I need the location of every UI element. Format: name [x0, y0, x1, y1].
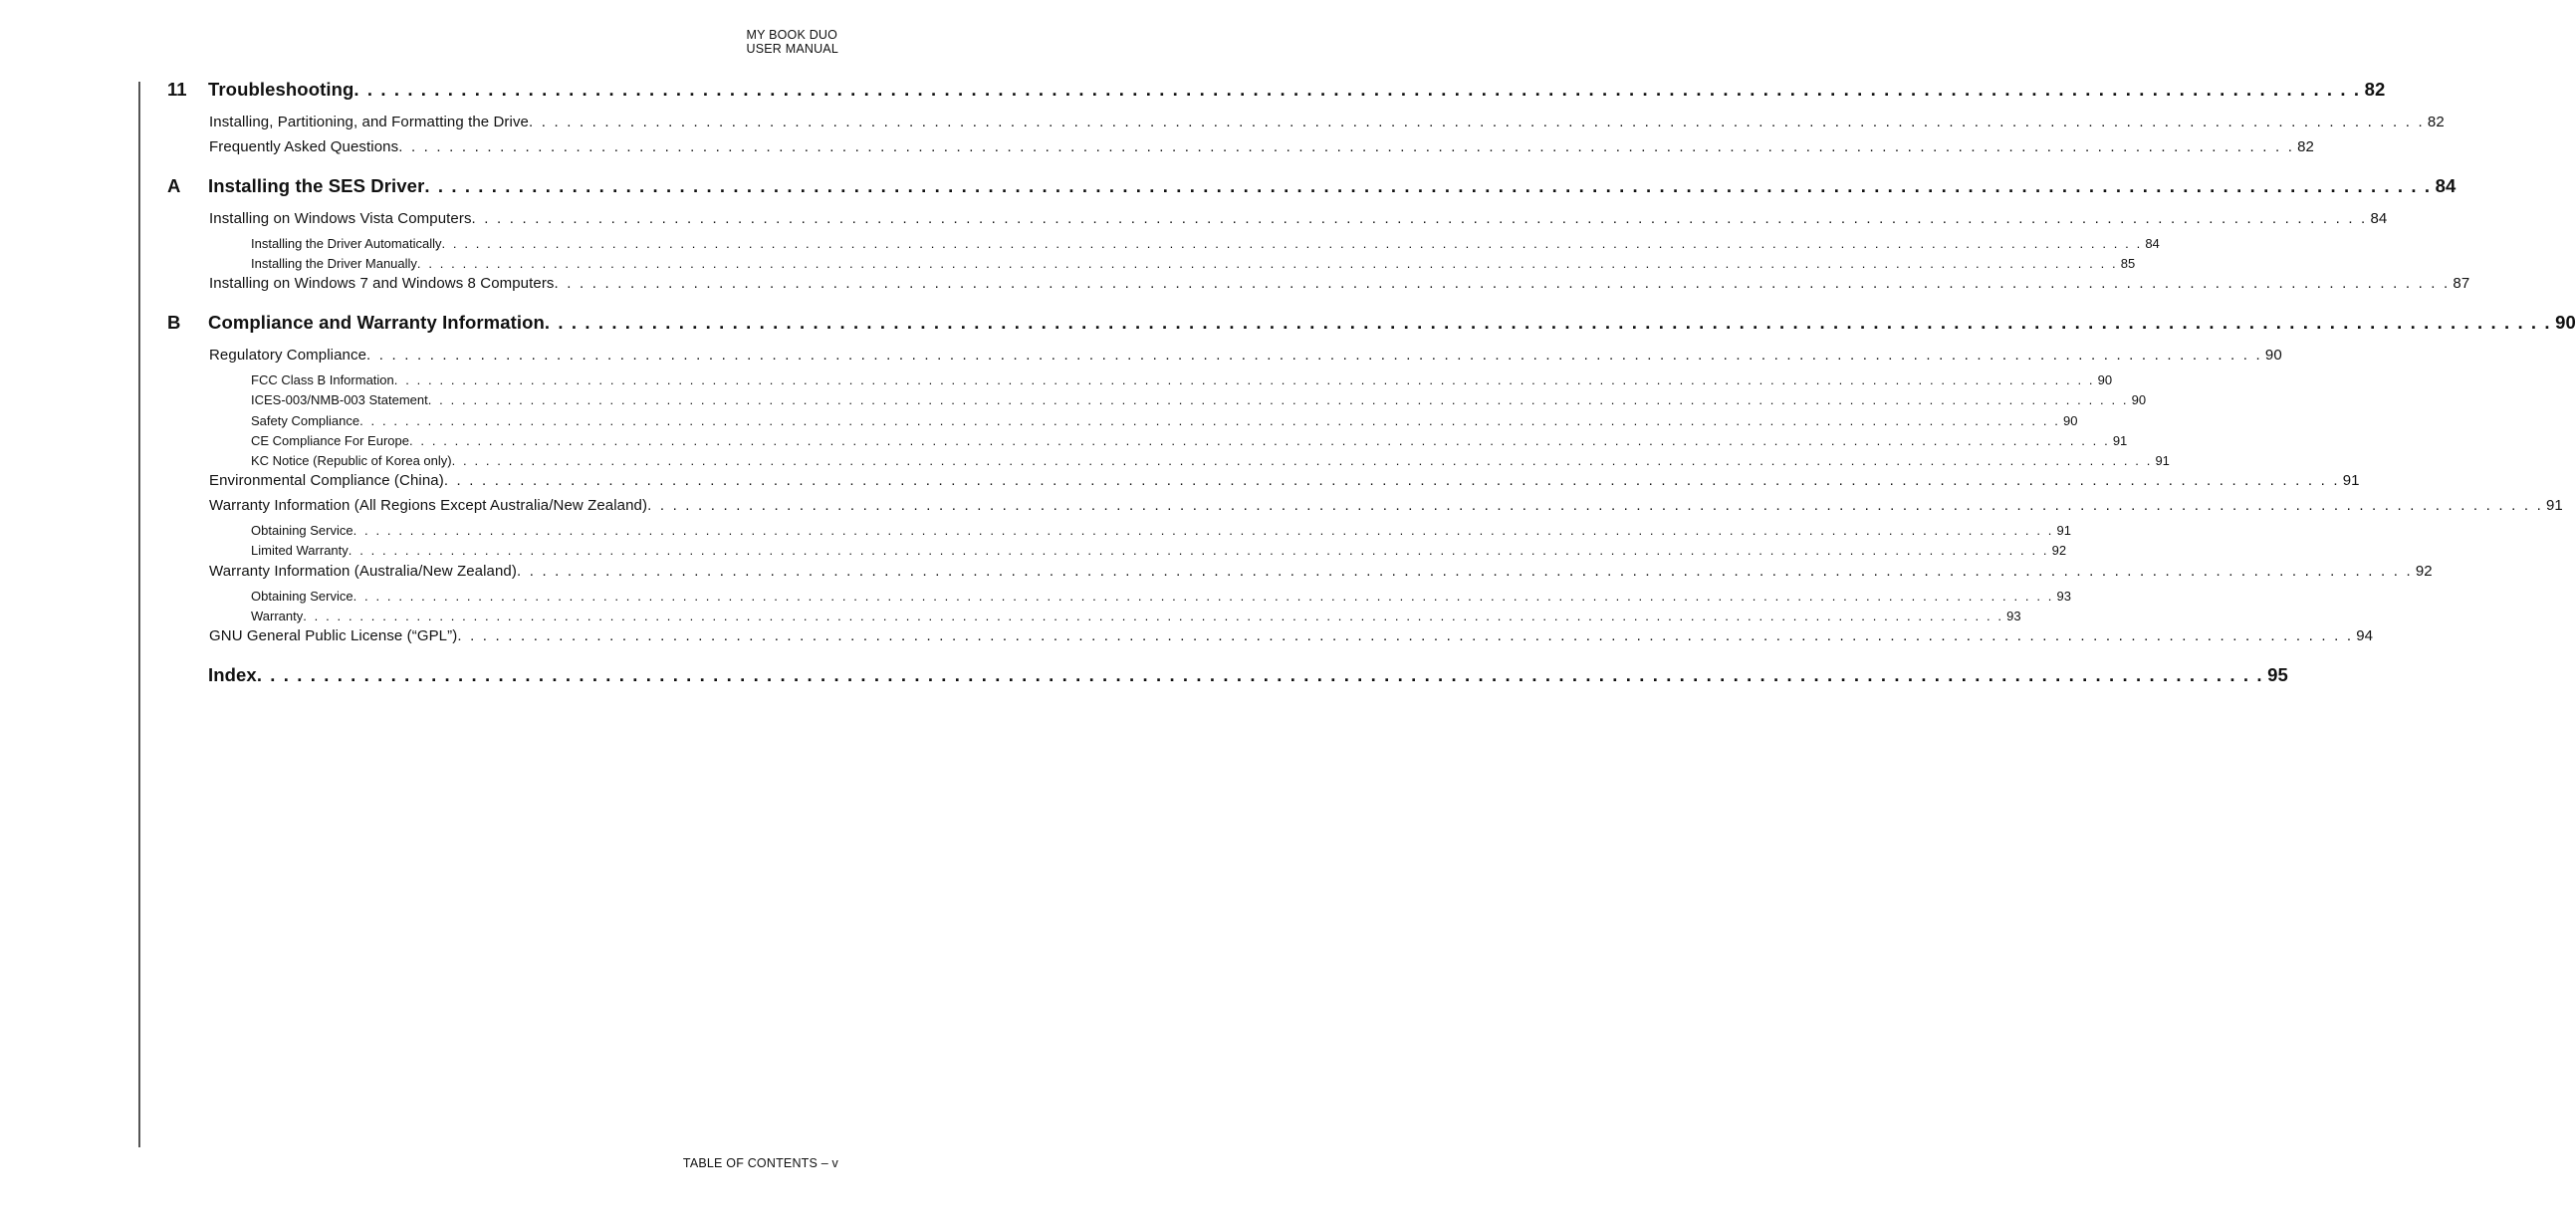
- dot-leader: . . . . . . . . . . . . . . . . . . . . . . . . . . . . . . . . . . . . . . . . . . . . . . . . . . . . . . . . . . . . . . . . . . . . . . . . . . . . . . . . . . . . . . . . . . . . . . . . . . . . . . . . . . . . . . . . . . . . . . . . . . . . . . . . . . . . . . . . . . . . . . . . . . . . . .: [359, 413, 2060, 428]
- toc-subsection-entry[interactable]: [251, 543, 2067, 558]
- running-footer: TABLE OF CONTENTS – v: [682, 1156, 838, 1170]
- dot-leader: . . . . . . . . . . . . . . . . . . . . . . . . . . . . . . . . . . . . . . . . . . . . . . . . . . . . . . . . . . . . . . . . . . . . . . . . . . . . . . . . . . . . . . . . . . . . . . . . . . . . . . . . . . . . . . . . . . . . . . . . . . . . . . . . . . . . . . . . . . . . . . . . . . . . . .: [416, 256, 2118, 271]
- toc-entry-title: Warranty Information (All Regions Except Australia/New Zealand): [209, 497, 648, 514]
- toc-entry-title: Safety Compliance: [251, 413, 360, 428]
- dot-leader: . . . . . . . . . . . . . . . . . . . . . . . . . . . . . . . . . . . . . . . . . . . . . . . . . . . . . . . . . . . . . . . . . . . . . . . . . . . . . . . . . . . . . . . . . . . . . . . . . . . . . . . . . . . . . . . . . . . . . . . . . . . . . . . . . . . . . . . . . . . . . . . . . . . . . .: [451, 453, 2153, 468]
- dot-leader: . . . . . . . . . . . . . . . . . . . . . . . . . . . . . . . . . . . . . . . . . . . . . . . . . . . . . . . . . . . . . . . . . . . . . . . . . . . . . . . . . . . . . . . . . . . . . . . . . . . . . . . . . . . . . . . . . . . . . . . . . . . . . . . . . . . . . . . . . . . . . . . . . . . . . .: [353, 79, 2361, 100]
- toc-page-number: 90: [2097, 372, 2113, 387]
- toc-entry-title: Installing the SES Driver: [208, 175, 425, 196]
- header-product-name: MY BOOK DUO: [746, 28, 838, 42]
- dot-leader: . . . . . . . . . . . . . . . . . . . . . . . . . . . . . . . . . . . . . . . . . . . . . . . . . . . . . . . . . . . . . . . . . . . . . . . . . . . . . . . . . . . . . . . . . . . . . . . . . . . . . . . . . . . . . . . . . . . . . . . . . . . . . . . . . . . . . . . . . . . . . . . . . . . . . .: [427, 392, 2129, 407]
- toc-section-entry[interactable]: [209, 347, 2282, 364]
- toc-subsection-entry[interactable]: [251, 433, 2128, 448]
- dot-leader: . . . . . . . . . . . . . . . . . . . . . . . . . . . . . . . . . . . . . . . . . . . . . . . . . . . . . . . . . . . . . . . . . . . . . . . . . . . . . . . . . . . . . . . . . . . . . . . . . . . . . . . . . . . . . . . . . . . . . . . . . . . . . . . . . . . . . . . . . . . . . . . . . . . . . .: [554, 275, 2451, 292]
- toc-entry-title: KC Notice (Republic of Korea only): [251, 453, 452, 468]
- dot-leader: . . . . . . . . . . . . . . . . . . . . . . . . . . . . . . . . . . . . . . . . . . . . . . . . . . . . . . . . . . . . . . . . . . . . . . . . . . . . . . . . . . . . . . . . . . . . . . . . . . . . . . . . . . . . . . . . . . . . . . . . . . . . . . . . . . . . . . . . . . . . . . . . . . . . . .: [352, 523, 2054, 538]
- toc-entry-title: Index: [208, 664, 257, 685]
- toc-page-number: 90: [2555, 312, 2576, 333]
- toc-page-number: 91: [2155, 453, 2170, 468]
- toc-page-number: 90: [2131, 392, 2147, 407]
- toc-page-number: 84: [2370, 210, 2388, 227]
- dot-leader: . . . . . . . . . . . . . . . . . . . . . . . . . . . . . . . . . . . . . . . . . . . . . . . . . . . . . . . . . . . . . . . . . . . . . . . . . . . . . . . . . . . . . . . . . . . . . . . . . . . . . . . . . . . . . . . . . . . . . . . . . . . . . . . . . . . . . . . . . . . . . . . . . . . . . .: [471, 210, 2368, 227]
- toc-section-entry[interactable]: [209, 114, 2445, 130]
- toc-entry-title: Environmental Compliance (China): [209, 472, 444, 489]
- toc-chapter-compliance[interactable]: [208, 312, 2576, 334]
- toc-page-number: 90: [2264, 347, 2282, 364]
- toc-section-entry[interactable]: [209, 563, 2433, 580]
- toc-chapter-troubleshooting[interactable]: [208, 79, 2386, 101]
- dot-leader: . . . . . . . . . . . . . . . . . . . . . . . . . . . . . . . . . . . . . . . . . . . . . . . . . . . . . . . . . . . . . . . . . . . . . . . . . . . . . . . . . . . . . . . . . . . . . . . . . . . . . . . . . . . . . . . . . . . . . . . . . . . . . . . . . . . . . . . . . . . . . . . . . . . . . .: [647, 497, 2543, 514]
- dot-leader: . . . . . . . . . . . . . . . . . . . . . . . . . . . . . . . . . . . . . . . . . . . . . . . . . . . . . . . . . . . . . . . . . . . . . . . . . . . . . . . . . . . . . . . . . . . . . . . . . . . . . . . . . . . . . . . . . . . . . . . . . . . . . . . . . . . . . . . . . . . . . . . . . . . . . .: [352, 589, 2054, 604]
- dot-leader: . . . . . . . . . . . . . . . . . . . . . . . . . . . . . . . . . . . . . . . . . . . . . . . . . . . . . . . . . . . . . . . . . . . . . . . . . . . . . . . . . . . . . . . . . . . . . . . . . . . . . . . . . . . . . . . . . . . . . . . . . . . . . . . . . . . . . . . . . . . . . . . . . . . . . .: [303, 609, 2004, 623]
- toc-section-entry[interactable]: [209, 275, 2470, 292]
- toc-subsection-entry[interactable]: [251, 256, 2136, 271]
- toc-page-number: 91: [2056, 523, 2071, 538]
- toc-entry-title: Limited Warranty: [251, 543, 349, 558]
- toc-entry-title: Warranty Information (Australia/New Zealand): [209, 563, 517, 580]
- dot-leader: . . . . . . . . . . . . . . . . . . . . . . . . . . . . . . . . . . . . . . . . . . . . . . . . . . . . . . . . . . . . . . . . . . . . . . . . . . . . . . . . . . . . . . . . . . . . . . . . . . . . . . . . . . . . . . . . . . . . . . . . . . . . . . . . . . . . . . . . . . . . . . . . . . . . . .: [457, 627, 2354, 644]
- toc-page-number: 93: [2006, 609, 2021, 623]
- toc-section-entry[interactable]: [209, 627, 2374, 644]
- toc-entry-title: Troubleshooting: [208, 79, 354, 100]
- toc-entry-title: Obtaining Service: [251, 523, 353, 538]
- toc-subsection-entry[interactable]: [251, 413, 2078, 428]
- toc-page-number: 92: [2415, 563, 2433, 580]
- toc-entry-title: Obtaining Service: [251, 589, 353, 604]
- dot-leader: . . . . . . . . . . . . . . . . . . . . . . . . . . . . . . . . . . . . . . . . . . . . . . . . . . . . . . . . . . . . . . . . . . . . . . . . . . . . . . . . . . . . . . . . . . . . . . . . . . . . . . . . . . . . . . . . . . . . . . . . . . . . . . . . . . . . . . . . . . . . . . . . . . . . . .: [366, 347, 2262, 364]
- toc-page-number: 92: [2051, 543, 2067, 558]
- dot-leader: . . . . . . . . . . . . . . . . . . . . . . . . . . . . . . . . . . . . . . . . . . . . . . . . . . . . . . . . . . . . . . . . . . . . . . . . . . . . . . . . . . . . . . . . . . . . . . . . . . . . . . . . . . . . . . . . . . . . . . . . . . . . . . . . . . . . . . . . . . . . . . . . . . . . . .: [443, 472, 2340, 489]
- dot-leader: . . . . . . . . . . . . . . . . . . . . . . . . . . . . . . . . . . . . . . . . . . . . . . . . . . . . . . . . . . . . . . . . . . . . . . . . . . . . . . . . . . . . . . . . . . . . . . . . . . . . . . . . . . . . . . . . . . . . . . . . . . . . . . . . . . . . . . . . . . . . . . . . . . . . . .: [424, 175, 2432, 196]
- toc-page-number: 87: [2453, 275, 2470, 292]
- toc-page-number: 90: [2062, 413, 2078, 428]
- toc-page-number: 95: [2267, 664, 2288, 685]
- toc-chapter-ses-driver[interactable]: [208, 175, 2457, 197]
- toc-entry-title: Frequently Asked Questions: [209, 138, 399, 155]
- toc-section-entry[interactable]: [209, 210, 2388, 227]
- toc-entry-title: ICES-003/NMB-003 Statement: [251, 392, 428, 407]
- toc-entry-title: CE Compliance For Europe: [251, 433, 409, 448]
- toc-entry-title: Installing on Windows Vista Computers: [209, 210, 472, 227]
- toc-entry-title: Installing the Driver Automatically: [251, 236, 442, 251]
- chapter-number: A: [167, 175, 181, 196]
- dot-leader: . . . . . . . . . . . . . . . . . . . . . . . . . . . . . . . . . . . . . . . . . . . . . . . . . . . . . . . . . . . . . . . . . . . . . . . . . . . . . . . . . . . . . . . . . . . . . . . . . . . . . . . . . . . . . . . . . . . . . . . . . . . . . . . . . . . . . . . . . . . . . . . . . . . . . .: [348, 543, 2049, 558]
- toc-page-number: 93: [2056, 589, 2071, 604]
- toc-page-number: 91: [2342, 472, 2360, 489]
- dot-leader: . . . . . . . . . . . . . . . . . . . . . . . . . . . . . . . . . . . . . . . . . . . . . . . . . . . . . . . . . . . . . . . . . . . . . . . . . . . . . . . . . . . . . . . . . . . . . . . . . . . . . . . . . . . . . . . . . . . . . . . . . . . . . . . . . . . . . . . . . . . . . . . . . . . . . .: [529, 114, 2425, 130]
- margin-rule: [138, 82, 140, 1147]
- dot-leader: . . . . . . . . . . . . . . . . . . . . . . . . . . . . . . . . . . . . . . . . . . . . . . . . . . . . . . . . . . . . . . . . . . . . . . . . . . . . . . . . . . . . . . . . . . . . . . . . . . . . . . . . . . . . . . . . . . . . . . . . . . . . . . . . . . . . . . . . . . . . . . . . . . . . . .: [408, 433, 2110, 448]
- toc-subsection-entry[interactable]: [251, 589, 2071, 604]
- dot-leader: . . . . . . . . . . . . . . . . . . . . . . . . . . . . . . . . . . . . . . . . . . . . . . . . . . . . . . . . . . . . . . . . . . . . . . . . . . . . . . . . . . . . . . . . . . . . . . . . . . . . . . . . . . . . . . . . . . . . . . . . . . . . . . . . . . . . . . . . . . . . . . . . . . . . . .: [393, 372, 2095, 387]
- dot-leader: . . . . . . . . . . . . . . . . . . . . . . . . . . . . . . . . . . . . . . . . . . . . . . . . . . . . . . . . . . . . . . . . . . . . . . . . . . . . . . . . . . . . . . . . . . . . . . . . . . . . . . . . . . . . . . . . . . . . . . . . . . . . . . . . . . . . . . . . . . . . . . . . . . . . . .: [516, 563, 2413, 580]
- toc-entry-title: Warranty: [251, 609, 304, 623]
- dot-leader: . . . . . . . . . . . . . . . . . . . . . . . . . . . . . . . . . . . . . . . . . . . . . . . . . . . . . . . . . . . . . . . . . . . . . . . . . . . . . . . . . . . . . . . . . . . . . . . . . . . . . . . . . . . . . . . . . . . . . . . . . . . . . . . . . . . . . . . . . . . . . . . . . . . . . .: [441, 236, 2143, 251]
- toc-subsection-entry[interactable]: [251, 236, 2160, 251]
- toc-chapter-index[interactable]: [208, 664, 2288, 686]
- toc-page-number: 91: [2545, 497, 2563, 514]
- toc-page-number: 94: [2356, 627, 2374, 644]
- toc-page-number: 91: [2112, 433, 2128, 448]
- toc-subsection-entry[interactable]: [251, 372, 2113, 387]
- toc-page-number: 82: [2427, 114, 2445, 130]
- toc-subsection-entry[interactable]: [251, 453, 2170, 468]
- toc-page-number: 85: [2120, 256, 2136, 271]
- toc-subsection-entry[interactable]: [251, 392, 2147, 407]
- toc-subsection-entry[interactable]: [251, 609, 2021, 623]
- toc-page-number: 82: [2364, 79, 2386, 100]
- toc-page-number: 84: [2145, 236, 2160, 251]
- toc-entry-title: Regulatory Compliance: [209, 347, 367, 364]
- toc-entry-title: GNU General Public License (“GPL”): [209, 627, 458, 644]
- toc-entry-title: Installing the Driver Manually: [251, 256, 417, 271]
- chapter-number: B: [167, 312, 181, 333]
- chapter-number: 11: [167, 79, 187, 100]
- dot-leader: . . . . . . . . . . . . . . . . . . . . . . . . . . . . . . . . . . . . . . . . . . . . . . . . . . . . . . . . . . . . . . . . . . . . . . . . . . . . . . . . . . . . . . . . . . . . . . . . . . . . . . . . . . . . . . . . . . . . . . . . . . . . . . . . . . . . . . . . . . . . . . . . . . . . . .: [544, 312, 2552, 333]
- dot-leader: . . . . . . . . . . . . . . . . . . . . . . . . . . . . . . . . . . . . . . . . . . . . . . . . . . . . . . . . . . . . . . . . . . . . . . . . . . . . . . . . . . . . . . . . . . . . . . . . . . . . . . . . . . . . . . . . . . . . . . . . . . . . . . . . . . . . . . . . . . . . . . . . . . . . . .: [256, 664, 2264, 685]
- header-document-name: USER MANUAL: [746, 42, 838, 56]
- running-header: [747, 28, 839, 56]
- toc-section-entry[interactable]: [209, 497, 2563, 514]
- toc-entry-title: Installing on Windows 7 and Windows 8 Computers: [209, 275, 555, 292]
- toc-entry-title: Installing, Partitioning, and Formatting the Drive: [209, 114, 529, 130]
- toc-entry-title: FCC Class B Information: [251, 372, 394, 387]
- toc-section-entry[interactable]: [209, 472, 2360, 489]
- toc-entry-title: Compliance and Warranty Information: [208, 312, 545, 333]
- toc-subsection-entry[interactable]: [251, 523, 2071, 538]
- toc-page-number: 84: [2435, 175, 2457, 196]
- toc-section-entry[interactable]: [209, 138, 2314, 155]
- toc-page-number: 82: [2297, 138, 2314, 155]
- dot-leader: . . . . . . . . . . . . . . . . . . . . . . . . . . . . . . . . . . . . . . . . . . . . . . . . . . . . . . . . . . . . . . . . . . . . . . . . . . . . . . . . . . . . . . . . . . . . . . . . . . . . . . . . . . . . . . . . . . . . . . . . . . . . . . . . . . . . . . . . . . . . . . . . . . . . . .: [398, 138, 2295, 155]
